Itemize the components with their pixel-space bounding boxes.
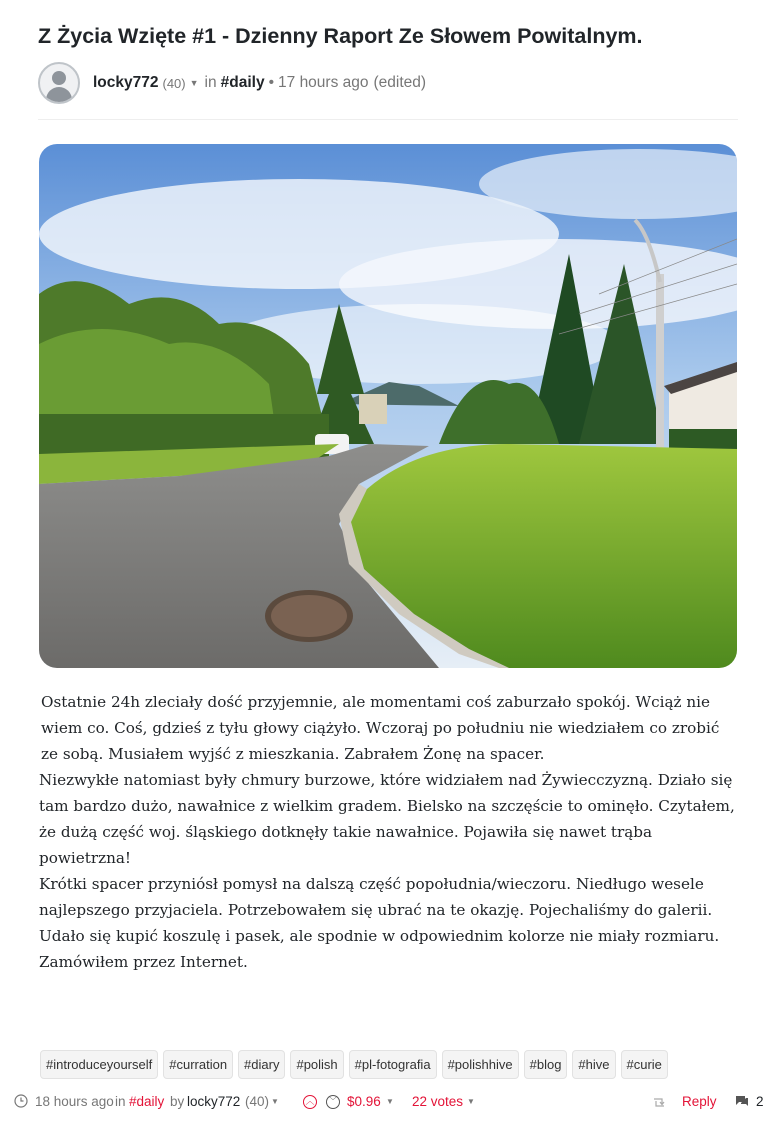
post-time[interactable]: 17 hours ago (278, 74, 369, 91)
post-body (39, 689, 739, 975)
downvote-icon[interactable]: ﹀ (326, 1095, 340, 1109)
tag-introduceyourself[interactable]: #introduceyourself (40, 1050, 158, 1079)
tag-curration[interactable]: #curration (163, 1050, 233, 1079)
community-link[interactable]: #daily (220, 74, 265, 91)
clock-icon (14, 1091, 28, 1113)
footer-in-label: in (115, 1094, 126, 1109)
in-label: in (204, 74, 217, 91)
reblog-icon[interactable] (652, 1091, 666, 1113)
footer-author-dropdown-icon[interactable]: ▼ (271, 1097, 279, 1106)
footer-time[interactable]: 18 hours ago (35, 1094, 114, 1109)
payout-dropdown-icon[interactable]: ▼ (386, 1097, 394, 1106)
footer-author-reputation: (40) (245, 1094, 270, 1109)
post-footer (12, 1091, 772, 1113)
edited-label: (edited) (373, 74, 427, 91)
post-photo[interactable] (39, 144, 737, 668)
footer-author-link[interactable]: locky772 (187, 1094, 241, 1109)
tag-diary[interactable]: #diary (238, 1050, 285, 1079)
divider (38, 119, 738, 120)
author-reputation: (40) (162, 75, 186, 91)
votes-dropdown-icon[interactable]: ▼ (467, 1097, 475, 1106)
body-paragraph: Ostatnie 24h zleciały dość przyjemnie, ale momentami coś zaburzało spokój. Wciąż nie wiem co. Coś, gdzieś z tyłu głowy ciążyło. Wczoraj po południu nie wiedziałem co zrobić ze sobą. Musiałem wyjść z mieszkania. Zabrałem Żonę na spacer. (41, 693, 720, 763)
upvote-icon[interactable]: ︿ (303, 1095, 317, 1109)
footer-community-link[interactable]: #daily (129, 1094, 165, 1109)
body-paragraph: Niezwykłe natomiast były chmury burzowe, które widziałem nad Żywiecczyzną. Działo się tam bardzo dużo, nawałnice z wielkim gradem. Bielsko na szczęście to ominęło. Czytałem, że dużą część woj. śląskiego dotknęły takie nawałnice. Pojawiła się nawet trąba powietrzna! (39, 771, 735, 867)
tag-pl-fotografia[interactable]: #pl-fotografia (349, 1050, 437, 1079)
author-link[interactable]: locky772 (93, 74, 159, 91)
separator-dot: • (268, 74, 275, 91)
body-paragraph: Krótki spacer przyniósł pomysł na dalszą część popołudnia/wieczoru. Niedługo wesele najlepszego przyjaciela. Potrzebowałem się ubrać na te okazję. Pojechaliśmy do galerii. Udało się kupić koszulę i pasek, ale spodnie w odpowiednim kolorze nie miały rozmiaru. Zamówiłem przez Internet. (39, 875, 720, 971)
tag-polishhive[interactable]: #polishhive (442, 1050, 519, 1079)
reply-link[interactable]: Reply (682, 1094, 717, 1109)
avatar[interactable] (38, 62, 80, 104)
post-meta (93, 74, 426, 92)
tag-list (40, 1050, 668, 1079)
comments-icon[interactable] (735, 1091, 749, 1113)
tag-curie[interactable]: #curie (621, 1050, 668, 1079)
comments-count[interactable]: 2 (756, 1094, 764, 1109)
payout-value[interactable]: $0.96 (347, 1094, 381, 1109)
author-dropdown-icon[interactable]: ▼ (189, 78, 199, 88)
tag-polish[interactable]: #polish (290, 1050, 343, 1079)
votes-count[interactable]: 22 votes (412, 1094, 464, 1109)
author-row (38, 60, 426, 106)
tag-blog[interactable]: #blog (524, 1050, 568, 1079)
post-title: Z Życia Wzięte #1 - Dzienny Raport Ze Słowem Powitalnym. (38, 24, 643, 48)
footer-by-label: by (170, 1094, 185, 1109)
tag-hive[interactable]: #hive (572, 1050, 615, 1079)
